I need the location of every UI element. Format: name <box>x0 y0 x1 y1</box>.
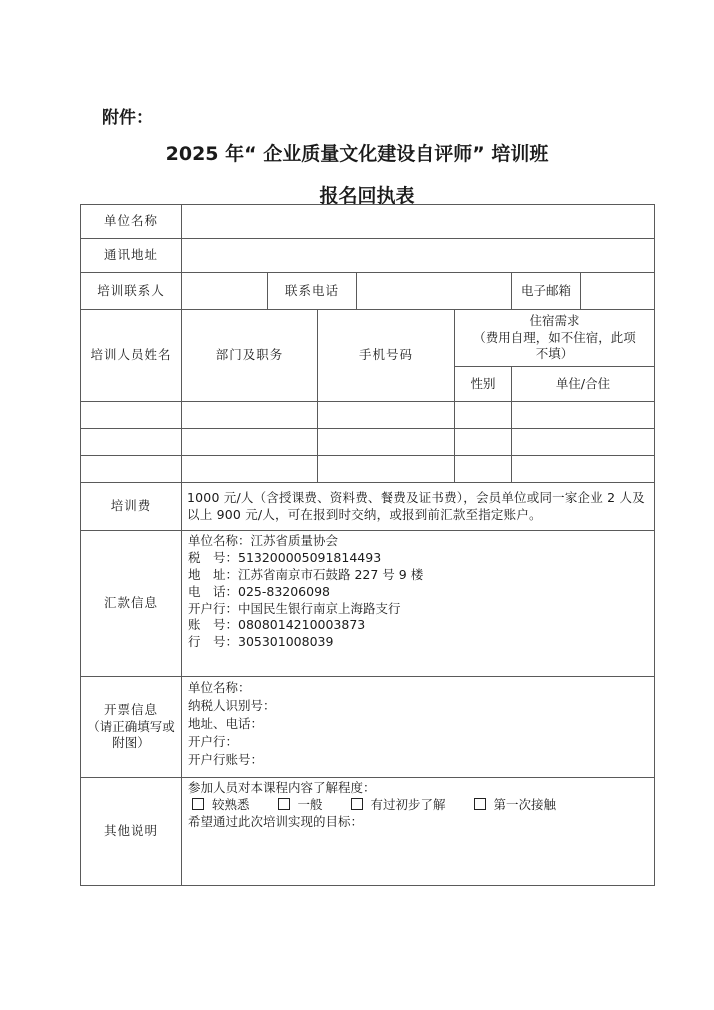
option-label: 较熟悉 <box>212 796 250 812</box>
trainee-name-header: 培训人员姓名 <box>81 310 182 402</box>
trainee-mobile-cell[interactable] <box>318 456 455 483</box>
remit-line: 开户行：中国民生银行南京上海路支行 <box>188 600 401 616</box>
registration-form-table <box>80 204 655 886</box>
contact-label: 培训联系人 <box>81 273 182 310</box>
trainee-room-cell[interactable] <box>512 456 655 483</box>
invoice-line: 单位名称： <box>188 680 251 695</box>
trainee-room-cell[interactable] <box>512 402 655 429</box>
lodging-title: 住宿需求 <box>529 312 580 328</box>
invoice-line: 地址、电话： <box>188 716 264 731</box>
trainee-gender-cell[interactable] <box>455 429 512 456</box>
option-first-time[interactable] <box>470 797 557 814</box>
remit-line: 税 号：513200005091814493 <box>188 549 382 565</box>
trainee-name-cell[interactable] <box>81 402 182 429</box>
invoice-label-title: 开票信息 <box>103 701 158 717</box>
unit-name-field[interactable] <box>182 205 655 239</box>
lodging-note: （费用自理，如不住宿，此项不填） <box>473 329 636 362</box>
dept-header: 部门及职务 <box>182 310 318 402</box>
phone-field[interactable] <box>357 273 512 310</box>
invoice-line: 开户行账号： <box>188 752 264 767</box>
remit-info <box>182 531 655 677</box>
trainee-mobile-cell[interactable] <box>318 429 455 456</box>
trainee-row <box>81 402 655 429</box>
contact-field[interactable] <box>182 273 268 310</box>
training-goal: 希望通过此次培训实现的目标： <box>188 813 364 829</box>
trainee-name-cell[interactable] <box>81 429 182 456</box>
checkbox-icon[interactable] <box>474 798 486 810</box>
lodging-header <box>455 310 655 367</box>
trainee-name-cell[interactable] <box>81 456 182 483</box>
trainee-room-cell[interactable] <box>512 429 655 456</box>
fee-label: 培训费 <box>81 483 182 531</box>
option-label: 第一次接触 <box>493 796 557 812</box>
gender-header: 性别 <box>455 367 512 402</box>
checkbox-icon[interactable] <box>278 798 290 810</box>
attachment-label: 附件： <box>102 108 153 128</box>
remit-line: 电 话：025-83206098 <box>188 583 330 599</box>
option-basic[interactable] <box>347 797 446 814</box>
trainee-dept-cell[interactable] <box>182 456 318 483</box>
option-label: 一般 <box>297 796 323 812</box>
invoice-line: 开户行： <box>188 734 239 749</box>
document-title: 2025 年“ 企业质量文化建设自评师” 培训班 <box>165 143 549 165</box>
trainee-row <box>81 429 655 456</box>
other-label: 其他说明 <box>81 778 182 886</box>
invoice-line: 纳税人识别号： <box>188 698 276 713</box>
remit-line: 单位名称：江苏省质量协会 <box>188 533 339 548</box>
trainee-gender-cell[interactable] <box>455 402 512 429</box>
checkbox-icon[interactable] <box>351 798 363 810</box>
checkbox-icon[interactable] <box>192 798 204 810</box>
trainee-mobile-cell[interactable] <box>318 402 455 429</box>
address-field[interactable] <box>182 239 655 273</box>
familiarity-options <box>188 797 648 814</box>
document-subtitle: 报名回执表 <box>319 185 415 207</box>
option-familiar[interactable] <box>188 797 250 814</box>
email-field[interactable] <box>581 273 654 309</box>
trainee-dept-cell[interactable] <box>182 429 318 456</box>
phone-label: 联系电话 <box>268 273 357 310</box>
option-label: 有过初步了解 <box>370 796 446 812</box>
remit-label: 汇款信息 <box>81 531 182 677</box>
mobile-header: 手机号码 <box>318 310 455 402</box>
other-info <box>182 778 655 886</box>
address-label: 通讯地址 <box>81 239 182 273</box>
trainee-row <box>81 456 655 483</box>
trainee-gender-cell[interactable] <box>455 456 512 483</box>
familiarity-question: 参加人员对本课程内容了解程度： <box>188 780 376 795</box>
email-label: 电子邮箱 <box>512 273 581 309</box>
remit-line: 账 号：0808014210003873 <box>188 617 366 633</box>
invoice-label-note: （请正确填写或附图） <box>87 718 175 751</box>
room-header: 单住/合住 <box>512 367 655 402</box>
option-average[interactable] <box>274 797 323 814</box>
invoice-label <box>81 677 182 778</box>
trainee-dept-cell[interactable] <box>182 402 318 429</box>
remit-line: 行 号：305301008039 <box>188 634 334 650</box>
invoice-info[interactable] <box>182 677 655 778</box>
remit-line: 地 址：江苏省南京市石鼓路 227 号 9 楼 <box>188 566 424 582</box>
fee-text: 1000 元/人（含授课费、资料费、餐费及证书费），会员单位或同一家企业 2 人及以上 900 元/人，可在报到时交纳，或报到前汇款至指定账户。 <box>182 483 655 531</box>
unit-name-label: 单位名称 <box>81 205 182 239</box>
